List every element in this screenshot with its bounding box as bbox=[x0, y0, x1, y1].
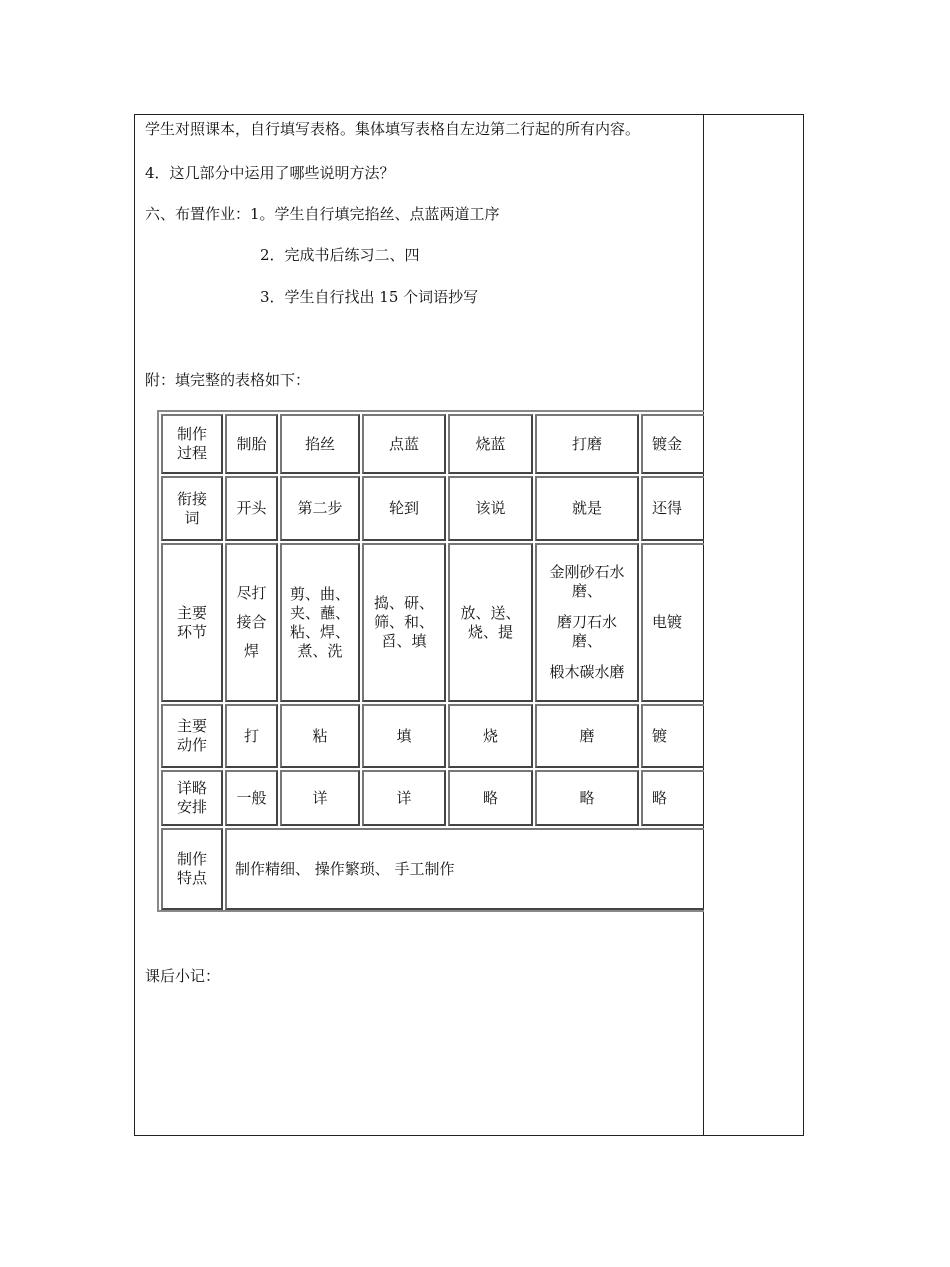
table-cell: 略 bbox=[448, 770, 533, 826]
table-cell: 制胎 bbox=[225, 414, 278, 474]
table-cell: 放、送、 烧、提 bbox=[448, 543, 533, 702]
table-cell: 烧蓝 bbox=[448, 414, 533, 474]
table-header-cell: 详略 安排 bbox=[161, 770, 223, 826]
table-cell: 打 bbox=[225, 704, 278, 768]
table-header-cell: 主要 环节 bbox=[161, 543, 223, 702]
table-cell: 打磨 bbox=[535, 414, 639, 474]
table-cell: 填 bbox=[362, 704, 446, 768]
table-cell: 还得 bbox=[641, 476, 704, 541]
table-cell: 电镀 bbox=[641, 543, 704, 702]
table-cell: 捣、研、 筛、和、 舀、填 bbox=[362, 543, 446, 702]
table-cell: 详 bbox=[280, 770, 360, 826]
text-line-6: 附：填完整的表格如下： bbox=[145, 371, 311, 389]
text-line-1: 学生对照课本，自行填写表格。集体填写表格自左边第二行起的所有内容。 bbox=[145, 120, 641, 138]
table-cell: 镀 bbox=[641, 704, 704, 768]
table-header-cell: 主要 动作 bbox=[161, 704, 223, 768]
table-cell: 镀金 bbox=[641, 414, 704, 474]
table-cell: 开头 bbox=[225, 476, 278, 541]
text-line-4: 2．完成书后练习二、四 bbox=[260, 246, 420, 264]
table-cell: 轮到 bbox=[362, 476, 446, 541]
table-header-cell: 衔接 词 bbox=[161, 476, 223, 541]
process-table bbox=[157, 410, 704, 912]
table-cell: 金刚砂石水 磨、 磨刀石水 磨、 椴木碳水磨 bbox=[535, 543, 639, 702]
text-line-7: 课后小记： bbox=[145, 967, 221, 985]
table-cell: 详 bbox=[362, 770, 446, 826]
text-line-3: 六、布置作业：1。学生自行填完掐丝、点蓝两道工序 bbox=[145, 205, 500, 223]
table-cell: 就是 bbox=[535, 476, 639, 541]
table-cell-wide: 制作精细、 操作繁琐、 手工制作 bbox=[225, 828, 704, 910]
table-cell: 第二步 bbox=[280, 476, 360, 541]
text-line-2: 4．这几部分中运用了哪些说明方法？ bbox=[145, 164, 395, 182]
table-cell: 该说 bbox=[448, 476, 533, 541]
table-cell: 略 bbox=[641, 770, 704, 826]
table-cell: 一般 bbox=[225, 770, 278, 826]
table-cell: 略 bbox=[535, 770, 639, 826]
table-cell: 剪、曲、 夹、蘸、 粘、焊、 煮、洗 bbox=[280, 543, 360, 702]
table-cell: 烧 bbox=[448, 704, 533, 768]
text-line-5: 3．学生自行找出 15 个词语抄写 bbox=[260, 288, 479, 306]
table-header-cell: 制作 特点 bbox=[161, 828, 223, 910]
table-cell: 磨 bbox=[535, 704, 639, 768]
table-cell: 点蓝 bbox=[362, 414, 446, 474]
table-header-cell: 制作 过程 bbox=[161, 414, 223, 474]
table-cell: 尽打 接合 焊 bbox=[225, 543, 278, 702]
table-cell: 粘 bbox=[280, 704, 360, 768]
table-cell: 掐丝 bbox=[280, 414, 360, 474]
